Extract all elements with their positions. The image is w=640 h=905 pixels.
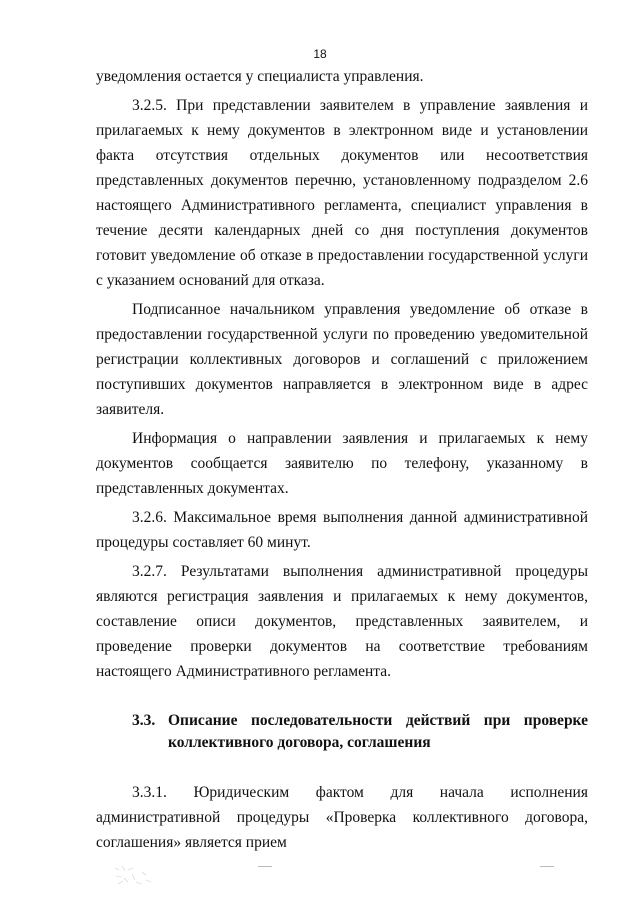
paragraph-3-3-1: 3.3.1. Юридическим фактом для начала исполнения административной процедуры «Проверка коллективного договора, соглашения» является прием (96, 784, 588, 851)
paragraph-3-2-6: 3.2.6. Максимальное время выполнения данной административной процедуры составляет 60 минут. (96, 509, 588, 551)
scan-noise-graphic (110, 862, 170, 890)
paragraph-3-2-7: 3.2.7. Результатами выполнения административной процедуры являются регистрация заявления и прилагаемых к нему документов, составление описи документов, представленных заявителем, и проведение проверки документов на соответствие требованиям настоящего Административного регламента. (96, 563, 588, 680)
page-number: 18 (313, 47, 327, 61)
section-heading-line-1 (132, 710, 588, 732)
scan-mark-right (540, 866, 554, 867)
paragraph-phone-info: Информация о направлении заявления и прилагаемых к нему документов сообщается заявителю по телефону, указанному в представленных документах. (96, 430, 588, 497)
document-body (96, 64, 588, 859)
paragraph-signed-notice: Подписанное начальником управления уведомление об отказе в предоставлении государственной услуги по проведению уведомительной регистрации коллективных договоров и соглашений с приложением поступивших документов направляется в электронном виде в адрес заявителя. (96, 301, 588, 418)
scan-mark-center (258, 866, 272, 867)
section-title-part-2: коллективного договора, соглашения (168, 734, 431, 751)
paragraph-3-2-5: 3.2.5. При представлении заявителем в управление заявления и прилагаемых к нему документов в электронном виде и установлении факта отсутствия отдельных документов или несоответствия представленных документов перечню, установленному подразделом 2.6 настоящего Административного регламента, специалист управления в течение десяти календарных дней со дня поступления документов готовит уведомление об отказе в предоставлении государственной услуги с указанием оснований для отказа. (96, 97, 588, 289)
paragraph-continuation: уведомления остается у специалиста управления. (96, 68, 424, 85)
section-heading-3-3 (96, 710, 588, 754)
section-number: 3.3. (132, 712, 156, 729)
section-title-part-1: Описание последовательности действий при проверке (168, 712, 588, 729)
